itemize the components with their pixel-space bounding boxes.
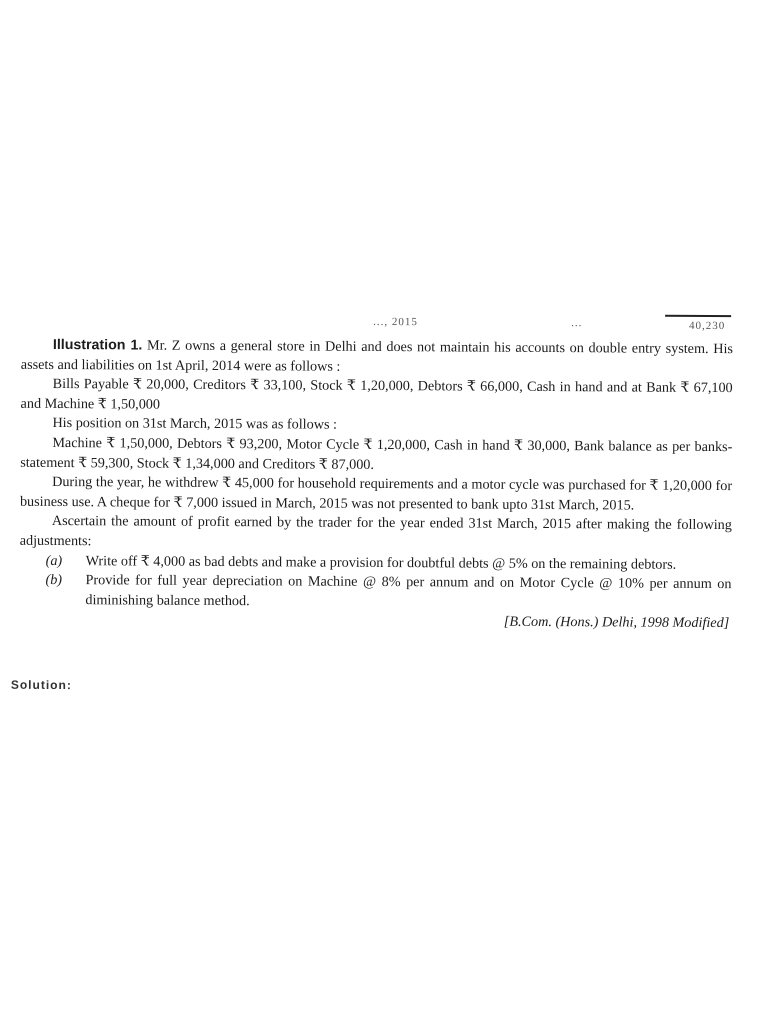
illustration-intro (21, 336, 733, 380)
illustration-block (19, 336, 733, 634)
adjustment-text: Provide for full year depreciation on Machine @ 8% per annum and on Motor Cycle @ 10% per annum on diminishing balance method. (85, 572, 732, 609)
during-year: During the year, he withdrew ₹ 45,000 for household requirements and a motor cycle was purchased for ₹ 1,20,000 for business use. A cheque for ₹ 7,000 issued in March, 2015 was not presented to bank upto 31st March, 2015. (19, 474, 733, 514)
header-rule (665, 315, 731, 317)
intro-text: Mr. Z owns a general store in Delhi and does not maintain his accounts on double entry system. His assets and liabilities on 1st April, 2014 were as follows : (20, 337, 733, 375)
header-fragment-left: ..., 2015 (373, 315, 418, 329)
header-fragment-right: 40,230 (689, 319, 726, 333)
closing-intro: His position on 31st March, 2015 was as follows : (52, 415, 338, 434)
opening-position: Bills Payable ₹ 20,000, Creditors ₹ 33,100, Stock ₹ 1,20,000, Debtors ₹ 66,000, Cash in hand and at Bank ₹ 67,100 and Machine ₹ 1,50,000 (20, 376, 733, 413)
closing-position: Machine ₹ 1,50,000, Debtors ₹ 93,200, Motor Cycle ₹ 1,20,000, Cash in hand ₹ 30,000, Bank balance as per banks-statement ₹ 59,300, Stock ₹ 1,34,000 and Creditors ₹ 87,000. (20, 434, 733, 473)
source-citation: [B.Com. (Hons.) Delhi, 1998 Modified] (503, 614, 730, 632)
task-text: Ascertain the amount of profit earned by the trader for the year ended 31st March, 2015 after making the following adjustments: (19, 513, 732, 550)
adjustment-mark: (a) (45, 552, 63, 569)
adjustment-mark: (b) (45, 572, 63, 589)
solution-heading-fragment: Solution: (10, 677, 72, 693)
illustration-label: Illustration 1. (52, 336, 143, 354)
adjustment-item (45, 571, 731, 614)
header-fragment-middle: ... (571, 317, 583, 330)
adjustment-text: Write off ₹ 4,000 as bad debts and make a provision for doubtful debts @ 5% on the remaining debtors. (85, 552, 677, 573)
